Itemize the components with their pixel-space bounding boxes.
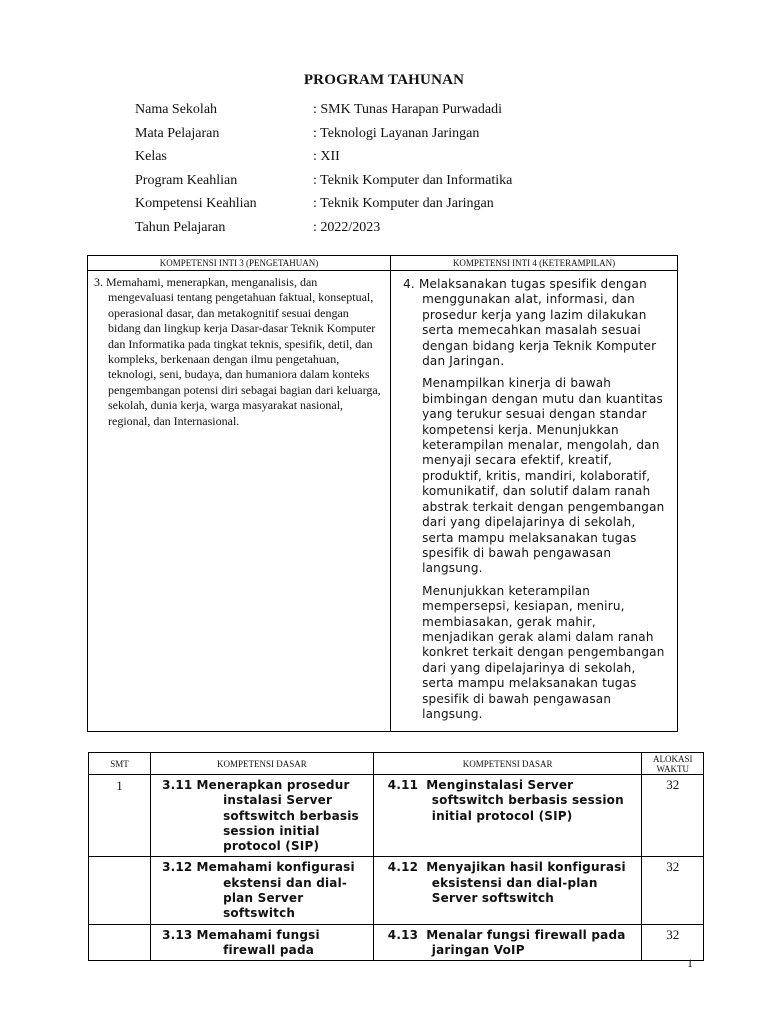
kd4-cell [373,775,642,857]
info-value: : 2022/2023 [313,219,381,235]
basic-competency-table [88,752,704,961]
alokasi-cell: 32 [642,857,704,924]
core-competency-table [87,255,678,732]
table-row [89,924,704,961]
table-row [89,857,704,924]
kd4-text: Menalar fungsi firewall pada jaringan VoIP [426,927,626,957]
table-header-row [88,256,678,271]
alokasi-header: ALOKASI WAKTU [642,753,704,775]
ki3-cell: 3. Memahami, menerapkan, menganalisis, dan mengevaluasi tentang pengetahuan faktual, konseptual, operasional dasar, dan metakognitif sesuai dengan bidang dan lingkup kerja Dasar-dasar Teknik Komputer dan Informatika pada tingkat teknis, spesifik, detil, dan kompleks, berkenaan dengan ilmu pengetahuan, teknologi, seni, budaya, dan humaniora dalam konteks pengembangan potensi diri sebagai bagian dari keluarga, sekolah, dunia kerja, warga masyarakat nasional, regional, dan Internasional. [88,271,391,732]
info-value: : Teknologi Layanan Jaringan [313,125,480,141]
smt-header: SMT [89,753,151,775]
info-row-competency [135,196,695,220]
kd3-cell [151,775,374,857]
info-value: : Teknik Komputer dan Jaringan [313,196,494,211]
school-info [135,102,695,243]
info-row-subject [135,126,695,150]
kd4-text: Menyajikan hasil konfigurasi eksistensi dan dial-plan Server softswitch [426,860,626,906]
kd4-number: 4.13 [387,927,419,942]
kd3-number: 3.11 [162,778,193,792]
info-label: Mata Pelajaran [135,125,220,141]
smt-cell: 1 [89,775,151,857]
ki4-paragraph-3: Menunjukkan keterampilan mempersepsi, kesiapan, meniru, membiasakan, gerak mahir, menjadikan gerak alami dalam ranah konkret terkait dengan pengembangan dari yang dipelajarinya di sekolah, serta mampu melaksanakan tugas spesifik di bawah pengawasan langsung. [422,583,665,721]
info-label: Tahun Pelajaran [135,219,226,235]
kd4-number: 4.11 [387,778,419,792]
smt-cell [89,857,151,924]
kd3-number: 3.12 [162,860,193,875]
kd3-text: Menerapkan prosedur instalasi Server softswitch berbasis session initial protocol (SIP) [196,778,359,854]
kd4-text: Menginstalasi Server softswitch berbasis session initial protocol (SIP) [426,778,624,823]
info-label: Program Keahlian [135,172,238,188]
info-value: : Teknik Komputer dan Informatika [313,172,513,188]
kd3-cell [151,857,374,924]
ki4-header: KOMPETENSI INTI 4 (KETERAMPILAN) [391,256,678,271]
kd4-cell [373,857,642,924]
table-row [88,271,678,732]
page-number: 1 [687,956,693,970]
kd4-number: 4.12 [387,860,419,875]
alokasi-cell: 32 [642,924,704,961]
kd3-text: Memahami konfigurasi ekstensi dan dial-plan Server softswitch [196,860,355,921]
kd3-cell [151,924,374,961]
kd3-text: Memahami fungsi firewall pada [196,927,320,957]
document-title: PROGRAM TAHUNAN [303,72,465,88]
table-row [89,775,704,857]
kd3-header: KOMPETENSI DASAR [151,753,374,775]
ki4-cell [391,271,678,732]
smt-cell [89,924,151,961]
info-row-class [135,149,695,173]
kd4-cell [373,924,642,961]
ki3-header: KOMPETENSI INTI 3 (PENGETAHUAN) [88,256,391,271]
info-row-school [135,102,695,126]
alokasi-cell: 32 [642,775,704,857]
ki4-paragraph-2: Menampilkan kinerja di bawah bimbingan dengan mutu dan kuantitas yang terukur sesuai dengan standar kompetensi kerja. Menunjukkan keterampilan menalar, mengolah, dan menyaji secara efektif, kreatif, produktif, kritis, mandiri, kolaboratif, komunikatif, dan solutif dalam ranah abstrak terkait dengan pengembangan dari yang dipelajarinya di sekolah, serta mampu melaksanakan tugas spesifik di bawah pengawasan langsung. [422,376,665,576]
info-label: Kelas [135,149,167,164]
info-row-year [135,220,695,244]
info-label: Nama Sekolah [135,102,218,117]
table-header-row [89,753,704,775]
kd3-number: 3.13 [162,927,193,942]
info-value: : XII [313,149,340,164]
info-value: : SMK Tunas Harapan Purwadadi [313,102,502,117]
kd4-header: KOMPETENSI DASAR [373,753,642,775]
info-row-program [135,173,695,197]
ki4-paragraph-1: 4. Melaksanakan tugas spesifik dengan menggunakan alat, informasi, dan prosedur kerja yang lazim dilakukan serta memecahkan masalah sesuai dengan bidang kerja Teknik Komputer dan Jaringan. [403,277,657,369]
info-label: Kompetensi Keahlian [135,196,257,211]
